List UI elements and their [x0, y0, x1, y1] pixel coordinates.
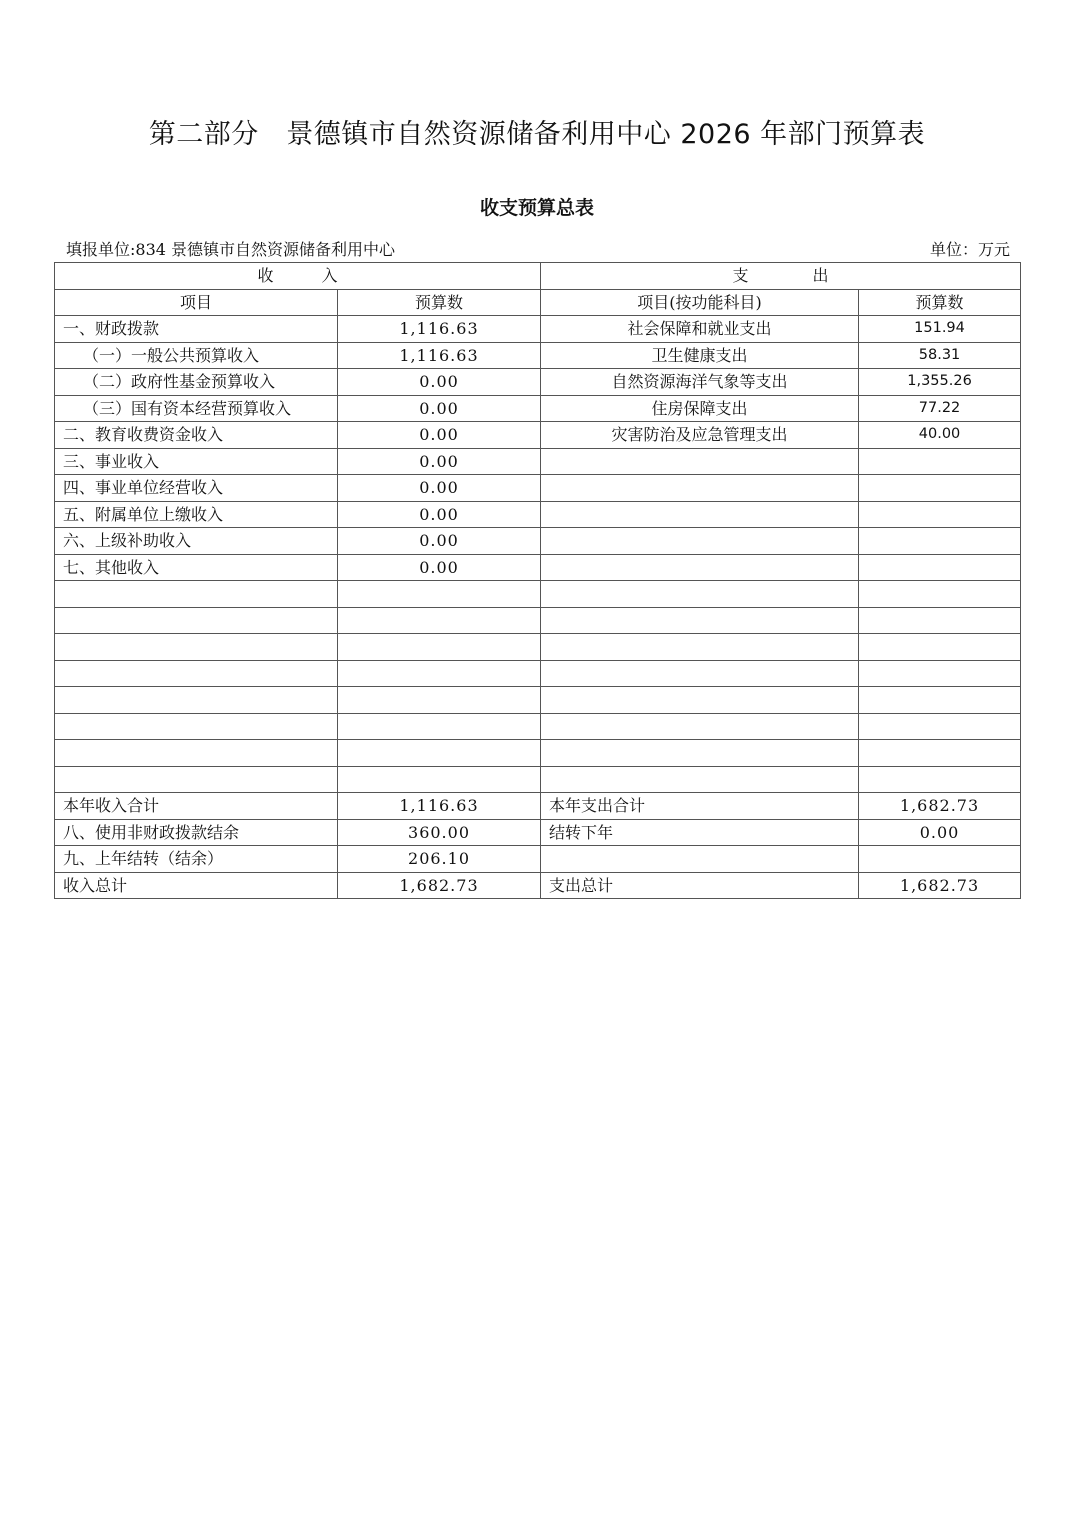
expense-value: 40.00	[859, 422, 1021, 449]
income-label: 七、其他收入	[55, 554, 338, 581]
empty-cell	[541, 448, 859, 475]
table-row	[55, 395, 1021, 422]
empty-row	[55, 660, 1021, 687]
expense-label: 住房保障支出	[541, 395, 859, 422]
income-value: 0.00	[338, 528, 541, 555]
expense-value: 58.31	[859, 342, 1021, 369]
expense-label: 灾害防治及应急管理支出	[541, 422, 859, 449]
total-row	[55, 846, 1021, 873]
income-label: 二、教育收费资金收入	[55, 422, 338, 449]
empty-row	[55, 581, 1021, 608]
empty-row	[55, 607, 1021, 634]
income-value: 1,116.63	[338, 316, 541, 343]
total-row	[55, 872, 1021, 899]
empty-cell	[541, 528, 859, 555]
empty-row	[55, 687, 1021, 714]
empty-cell	[541, 475, 859, 502]
income-value: 1,116.63	[338, 342, 541, 369]
table-subheader-row	[55, 289, 1021, 316]
expense-year-total-value: 1,682.73	[859, 793, 1021, 820]
income-label: 三、事业收入	[55, 448, 338, 475]
table-row	[55, 448, 1021, 475]
empty-cell	[859, 528, 1021, 555]
income-year-total-value: 1,116.63	[338, 793, 541, 820]
table-row	[55, 528, 1021, 555]
table-row	[55, 422, 1021, 449]
col-budget-header: 预算数	[338, 289, 541, 316]
income-label: 一、财政拨款	[55, 316, 338, 343]
table-row	[55, 369, 1021, 396]
income-label: （三）国有资本经营预算收入	[55, 395, 338, 422]
empty-cell	[859, 475, 1021, 502]
empty-row	[55, 634, 1021, 661]
budget-summary-table	[54, 262, 1021, 899]
table-header-row	[55, 263, 1021, 290]
expense-header: 支 出	[541, 263, 1021, 290]
expense-label: 卫生健康支出	[541, 342, 859, 369]
nonfiscal-balance-label: 八、使用非财政拨款结余	[55, 819, 338, 846]
table-row	[55, 316, 1021, 343]
table-subtitle: 收支预算总表	[479, 197, 594, 219]
carry-prev-label: 九、上年结转（结余）	[55, 846, 338, 873]
currency-unit: 单位：万元	[929, 240, 1010, 259]
expense-grand-total-value: 1,682.73	[859, 872, 1021, 899]
empty-row	[55, 766, 1021, 793]
income-value: 0.00	[338, 554, 541, 581]
empty-cell	[541, 554, 859, 581]
nonfiscal-balance-value: 360.00	[338, 819, 541, 846]
expense-grand-total-label: 支出总计	[541, 872, 859, 899]
empty-cell	[859, 846, 1021, 873]
expense-label: 社会保障和就业支出	[541, 316, 859, 343]
empty-cell	[541, 846, 859, 873]
page-title: 第二部分 景德镇市自然资源储备利用中心 2026 年部门预算表	[148, 119, 926, 150]
expense-value: 1,355.26	[859, 369, 1021, 396]
income-label: 五、附属单位上缴收入	[55, 501, 338, 528]
income-grand-total-value: 1,682.73	[338, 872, 541, 899]
income-header: 收 入	[55, 263, 541, 290]
total-row	[55, 793, 1021, 820]
income-value: 0.00	[338, 369, 541, 396]
expense-year-total-label: 本年支出合计	[541, 793, 859, 820]
table-row	[55, 554, 1021, 581]
income-label: 六、上级补助收入	[55, 528, 338, 555]
empty-cell	[541, 501, 859, 528]
income-value: 0.00	[338, 501, 541, 528]
reporting-unit: 填报单位:834 景德镇市自然资源储备利用中心	[66, 240, 396, 259]
total-row	[55, 819, 1021, 846]
empty-row	[55, 740, 1021, 767]
table-row	[55, 475, 1021, 502]
unit-line	[66, 237, 1010, 259]
expense-value: 151.94	[859, 316, 1021, 343]
empty-cell	[859, 554, 1021, 581]
col-item-header: 项目	[55, 289, 338, 316]
income-value: 0.00	[338, 422, 541, 449]
table-row	[55, 501, 1021, 528]
income-year-total-label: 本年收入合计	[55, 793, 338, 820]
carry-next-value: 0.00	[859, 819, 1021, 846]
empty-row	[55, 713, 1021, 740]
income-value: 0.00	[338, 395, 541, 422]
empty-cell	[859, 448, 1021, 475]
expense-value: 77.22	[859, 395, 1021, 422]
col-func-item-header: 项目(按功能科目)	[541, 289, 859, 316]
empty-cell	[859, 501, 1021, 528]
income-value: 0.00	[338, 448, 541, 475]
income-label: 四、事业单位经营收入	[55, 475, 338, 502]
col-budget2-header: 预算数	[859, 289, 1021, 316]
income-value: 0.00	[338, 475, 541, 502]
carry-prev-value: 206.10	[338, 846, 541, 873]
carry-next-label: 结转下年	[541, 819, 859, 846]
income-grand-total-label: 收入总计	[55, 872, 338, 899]
income-label: （二）政府性基金预算收入	[55, 369, 338, 396]
income-label: （一）一般公共预算收入	[55, 342, 338, 369]
table-row	[55, 342, 1021, 369]
expense-label: 自然资源海洋气象等支出	[541, 369, 859, 396]
